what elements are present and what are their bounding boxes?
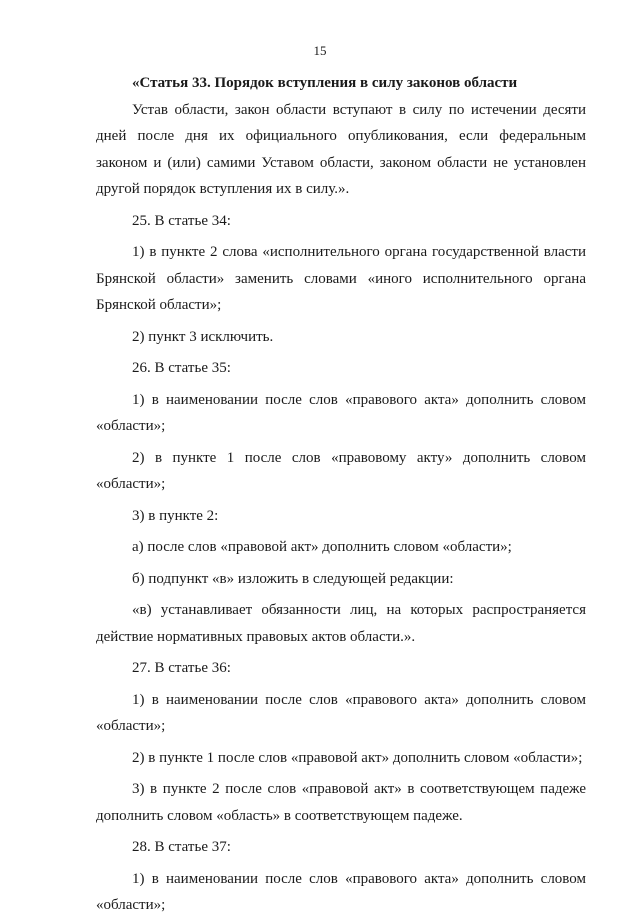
paragraph: б) подпункт «в» изложить в следующей редакции: [132,570,454,587]
paragraph: а) после слов «правовой акт» дополнить словом «области»; [132,539,512,555]
paragraph: «в) устанавливает обязанности лиц, на которых распространяется действие нормативных правовых актов области.». [96,602,586,645]
paragraph: 1) в пункте 2 слова «исполнительного органа государственной власти Брянской области» заменить словами «иного исполнительного органа Брянской области»; [96,244,586,313]
paragraph: 2) пункт 3 исключить. [132,328,274,345]
paragraph: 25. В статье 34: [132,212,231,229]
paragraph: 2) в пункте 1 после слов «правовому акту» дополнить словом «области»; [96,449,586,492]
paragraph: 26. В статье 35: [132,360,231,376]
paragraph: 1) в наименовании после слов «правового акта» дополнить словом «области»; [96,691,586,734]
paragraph: 1) в наименовании после слов «правового акта» дополнить словом «области»; [96,870,586,913]
paragraph: 3) в пункте 2 после слов «правовой акт» в соответствующем падеже дополнить словом «область» в соответствующем падеже. [96,781,586,824]
paragraph: 28. В статье 37: [132,839,231,855]
paragraph: Устав области, закон области вступают в силу по истечении десяти дней после дня их официального опубликования, если федеральным законом и (или) самими Уставом области, законом области не установлен другой порядок вступления их в силу.». [96,101,586,197]
page-number: 15 [313,43,327,58]
paragraph: 3) в пункте 2: [132,507,219,524]
paragraph: 1) в наименовании после слов «правового акта» дополнить словом «области»; [96,391,586,434]
document-body [96,70,586,919]
article-heading: «Статья 33. Порядок вступления в силу законов области [132,75,518,91]
paragraph: 2) в пункте 1 после слов «правовой акт» дополнить словом «области»; [132,749,583,766]
paragraph: 27. В статье 36: [132,660,231,676]
